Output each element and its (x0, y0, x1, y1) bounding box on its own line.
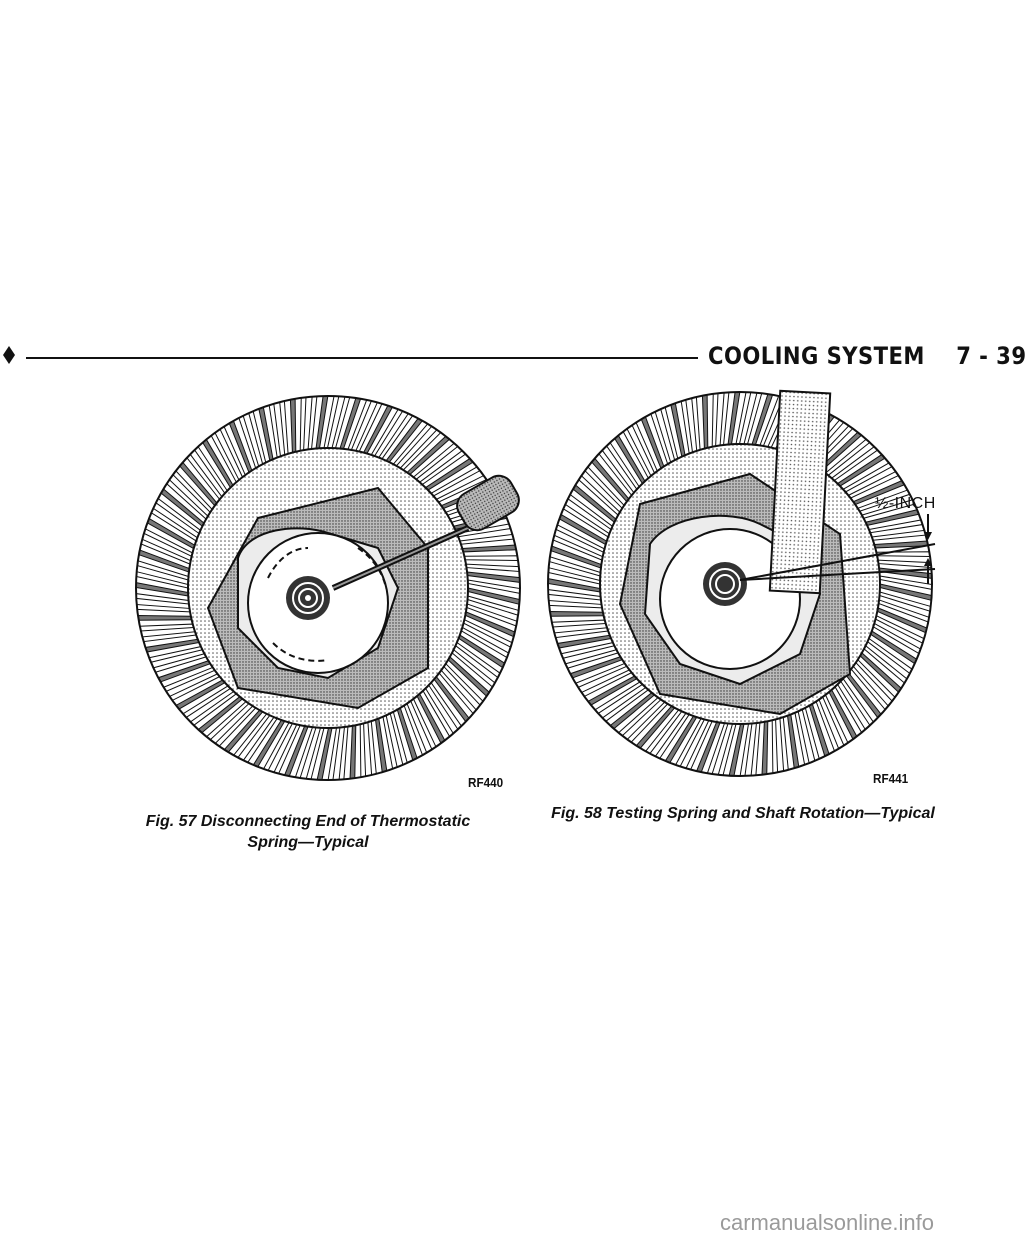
section-title (708, 342, 1026, 370)
fan-fin (550, 611, 604, 616)
fan-fin (300, 397, 306, 451)
fan-fin (142, 632, 196, 642)
page-number: 7 - 39 (956, 342, 1026, 370)
fan-fin (339, 727, 348, 780)
fan-fin (464, 556, 518, 561)
fan-fin (692, 397, 700, 451)
fan-fin (872, 530, 926, 540)
fan-fin (780, 717, 788, 771)
fan-fin (712, 393, 718, 447)
fan-fin (554, 628, 608, 638)
fan-fin (308, 396, 317, 449)
fan-fin (762, 721, 768, 775)
fan-fin (290, 399, 295, 453)
fan-fin (280, 401, 288, 455)
fan-fin (350, 725, 356, 779)
fan-clutch-with-screwdriver-illustration (128, 388, 528, 788)
figure-code-rf441: RF441 (873, 771, 909, 786)
site-watermark: carmanualsonline.info (720, 1210, 935, 1235)
fan-fin (702, 395, 707, 449)
fan-fin (772, 719, 777, 773)
fan-fin (720, 392, 729, 445)
half-inch-callout: ½-INCH (875, 495, 936, 512)
figure-58-caption: Fig. 58 Testing Spring and Shaft Rotation—Typical (551, 805, 935, 822)
fan-fin (140, 624, 194, 631)
figure-code-rf440: RF440 (468, 775, 504, 790)
fan-fin (462, 545, 516, 552)
figure-57-caption-line2: Spring—Typical (247, 834, 369, 851)
diamond-icon (3, 346, 15, 364)
figure-57-caption-line1: Fig. 57 Disconnecting End of Thermostatic (145, 813, 471, 830)
header-rule (26, 357, 698, 359)
page-header (0, 338, 1026, 378)
fan-fin (751, 723, 760, 776)
fan-fin (466, 564, 519, 571)
fan-fin (137, 605, 190, 612)
fan-fin (878, 560, 931, 567)
figure-57-caption (128, 811, 488, 853)
fan-fin (138, 615, 192, 620)
fan-fin (360, 723, 365, 777)
section-title-text: COOLING SYSTEM (708, 342, 925, 370)
fan-fin (552, 620, 606, 627)
fan-clutch-with-ruler-illustration (540, 384, 950, 794)
fan-fin (549, 601, 602, 608)
fan-fin (368, 721, 376, 775)
fan-fin (460, 534, 514, 544)
